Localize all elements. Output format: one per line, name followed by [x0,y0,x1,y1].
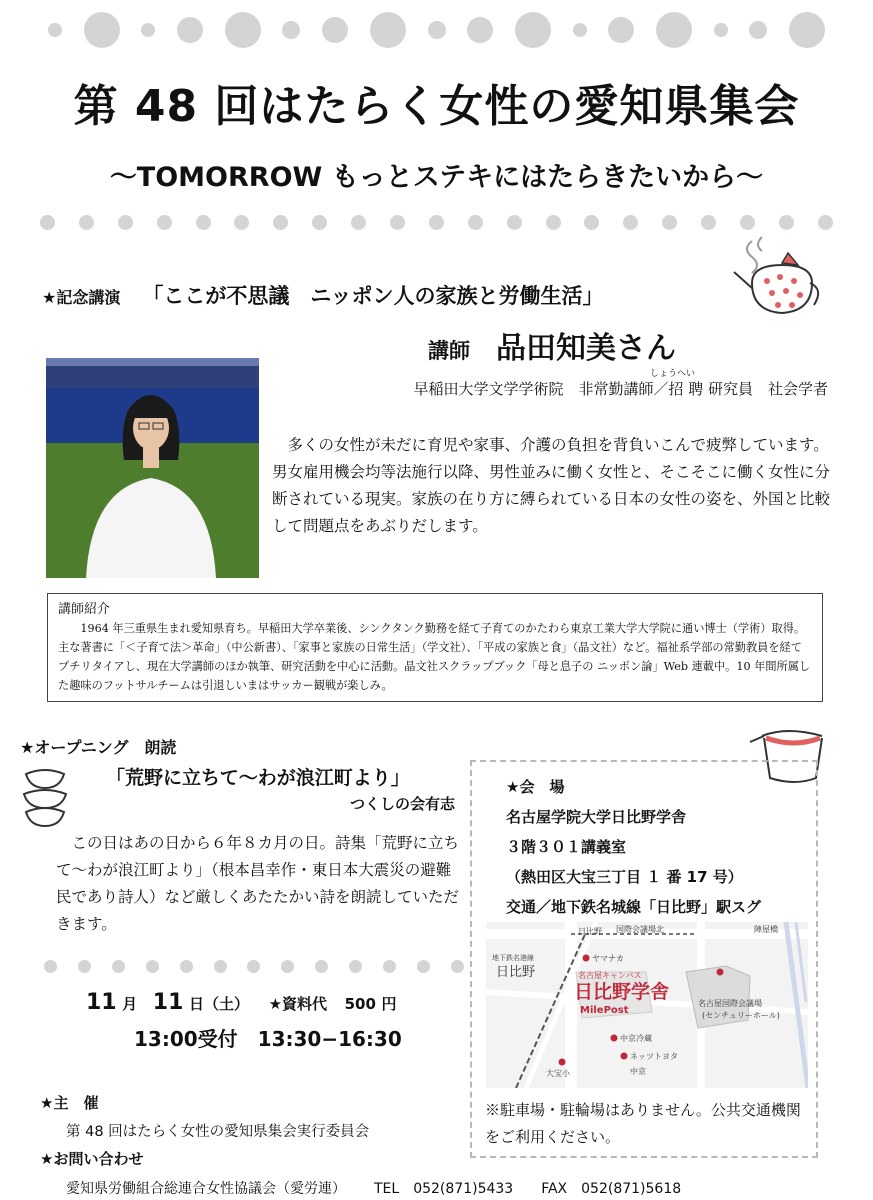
map-label: MilePost [580,1005,629,1016]
lecture-label: ★記念講演 [42,288,121,307]
organizer-name: 第 48 回はたらく女性の愛知県集会実行委員会 [66,1124,370,1140]
map-label: 国際会議場北 [616,925,664,934]
dot [714,23,728,37]
dot [623,215,638,230]
profile-heading: 講師紹介 [58,602,111,617]
map-label: 地下鉄名港線 [492,954,534,962]
affiliation-ruby: しょうへい [650,369,696,379]
dot [282,21,300,39]
dot [818,215,833,230]
map-marker [583,955,590,962]
top-dots-row [0,10,873,50]
dot [789,12,825,48]
dot [608,17,634,43]
lecture-description: 多くの女性が未だに育児や家事、介護の負担を背負いこんで疲弊しています。男女雇用機会均等法施行以降、男性並みに働く女性と、そこそこに働く女性に分断されている現実。家族の在り方に縛られている日本の女性の姿を、外国と比較して問題点をあぶりだします。 [272,436,831,535]
dot [779,215,794,230]
dot [351,215,366,230]
fee-unit: 円 [381,995,397,1013]
teapot-icon [722,233,822,333]
venue-label: ★会 場 [506,778,565,796]
dot [507,215,522,230]
event-time: 13:00受付 13:30−16:30 [134,1027,402,1051]
dot [749,21,767,39]
dot [467,17,493,43]
lecturer-name: 品田知美さん [496,331,676,366]
bowls-icon [20,762,70,832]
venue-line: 交通／地下鉄名城線「日比野」駅スグ [506,898,762,916]
map-marker [621,1053,628,1060]
dot [468,215,483,230]
map-label: ヤマナカ [592,954,624,963]
dot [584,215,599,230]
dot [573,23,587,37]
page-subtitle: ～TOMORROW もっとステキにはたらきたいから～ [109,162,764,193]
dot [78,960,91,973]
dot [214,960,227,973]
lecturer-role: 講師 [428,339,470,363]
opening-description: この日はあの日から６年８カ月の日。詩集「荒野に立ちて～わが浪江町より」（根本昌幸作・東日本大震災の避難民であり詩人）など厳しくあたたかい詩を朗読していただきます。 [56,834,460,933]
dot [112,960,125,973]
schedule-dots-row [44,958,464,974]
dot [247,960,260,973]
map-label: ネッツトヨタ [630,1052,678,1061]
contact-line [66,1178,709,1198]
venue-info [506,772,761,922]
venue-line: （熱田区大宝三丁目 １ 番 17 号） [506,868,743,886]
opening-group: つくしの会有志 [349,795,455,813]
lecture-title: 「ここが不思議 ニッポン人の家族と労働生活」 [142,284,604,308]
map-label: 中京冷蔵 [620,1034,652,1043]
map-label: 中京 [630,1067,646,1076]
organizer-heading: ★主 催 [40,1094,99,1112]
dot [417,960,430,973]
map-marker [559,1059,566,1066]
dot [349,960,362,973]
date-month: 11 [86,990,117,1015]
venue-map-illustration [486,922,808,1088]
date-month-unit: 月 [122,995,138,1013]
dot [390,215,405,230]
venue-map [486,922,808,1088]
dot [515,12,551,48]
fee-label: ★資料代 [268,995,328,1013]
dot [428,21,446,39]
divider-dots-row [0,213,873,231]
dot [177,17,203,43]
fee-value: 500 [344,995,376,1013]
dot [701,215,716,230]
map-label: 大宝小 [546,1069,570,1078]
opening-title: 「荒野に立ちて～わが浪江町より」 [106,767,410,789]
map-marker [717,969,724,976]
dot [383,960,396,973]
contact-org: 愛知県労働組合総連合女性協議会（愛労連） [66,1181,346,1197]
dot [312,215,327,230]
lecturer-affiliation: 早稲田大学文学学術院 非常勤講師／招 聘 研究員 社会学者 [413,380,828,398]
venue-line: ３階３０１講義室 [506,838,627,856]
page-title: 第 48 回はたらく女性の愛知県集会 [73,81,800,132]
dot [180,960,193,973]
venue-line: 名古屋学院大学日比野学舎 [506,808,687,826]
dot [44,960,57,973]
map-label: 日比野 [496,965,536,980]
lecturer-profile-box [47,593,823,702]
contact-tel: TEL 052(871)5433 [374,1181,514,1197]
dot [157,215,172,230]
map-label: 日比野学舎 [574,981,670,1003]
dot [451,960,464,973]
lecturer-photo [46,358,259,578]
dot [273,215,288,230]
dot [84,12,120,48]
date-day: 11 [152,990,184,1015]
dot [281,960,294,973]
dot [225,12,261,48]
dot [370,12,406,48]
map-label: 日比野 [578,927,602,936]
date-day-unit: 日（土） [189,995,250,1013]
dot [146,960,159,973]
map-label: 陣屋橋 [754,925,778,934]
dot [315,960,328,973]
dot [79,215,94,230]
dot [740,215,755,230]
parking-note: ※駐車場・駐輪場はありません。公共交通機関をご利用ください。 [485,1101,801,1146]
dot [234,215,249,230]
contact-fax: FAX 052(871)5618 [541,1181,682,1197]
lecture-heading [42,280,604,310]
dot [196,215,211,230]
dot [118,215,133,230]
lecturer-photo-illustration [46,358,259,578]
dot [48,23,62,37]
map-label: (センチュリーホール) [702,1011,780,1020]
dot [546,215,561,230]
map-label: 名古屋国際会議場 [698,999,762,1008]
opening-heading: ★オープニング 朗読 [20,738,177,757]
inquiry-heading: ★お問い合わせ [40,1150,144,1168]
dot [662,215,677,230]
profile-text: 1964 年三重県生まれ愛知県育ち。早稲田大学卒業後、シンクタンク勤務を経て子育てのかたわら東京工業大学大学院に通い博士（学術）取得。主な著書に「＜子育て法＞革命」（中公新書）、「家事と家族の日常生活」（学文社）、「平成の家族と食」（晶文社）など。福祉系学部の常勤教員を経てプチリタイアし、現在大学講師のほか執筆、研究活動を中心に活動。晶文社スクラップブック「母と息子の ニッポン論」Web 連載中。10 年間所属した趣味のフットサルチームは引退しいまはサッカー観戦が楽しみ。 [58,622,811,692]
map-marker [611,1035,618,1042]
dot [322,17,348,43]
dot [141,23,155,37]
event-date [86,990,397,1015]
map-label: 名古屋キャンパス [578,971,642,980]
dot [429,215,444,230]
dot [656,12,692,48]
dot [40,215,55,230]
lecturer [428,323,676,367]
